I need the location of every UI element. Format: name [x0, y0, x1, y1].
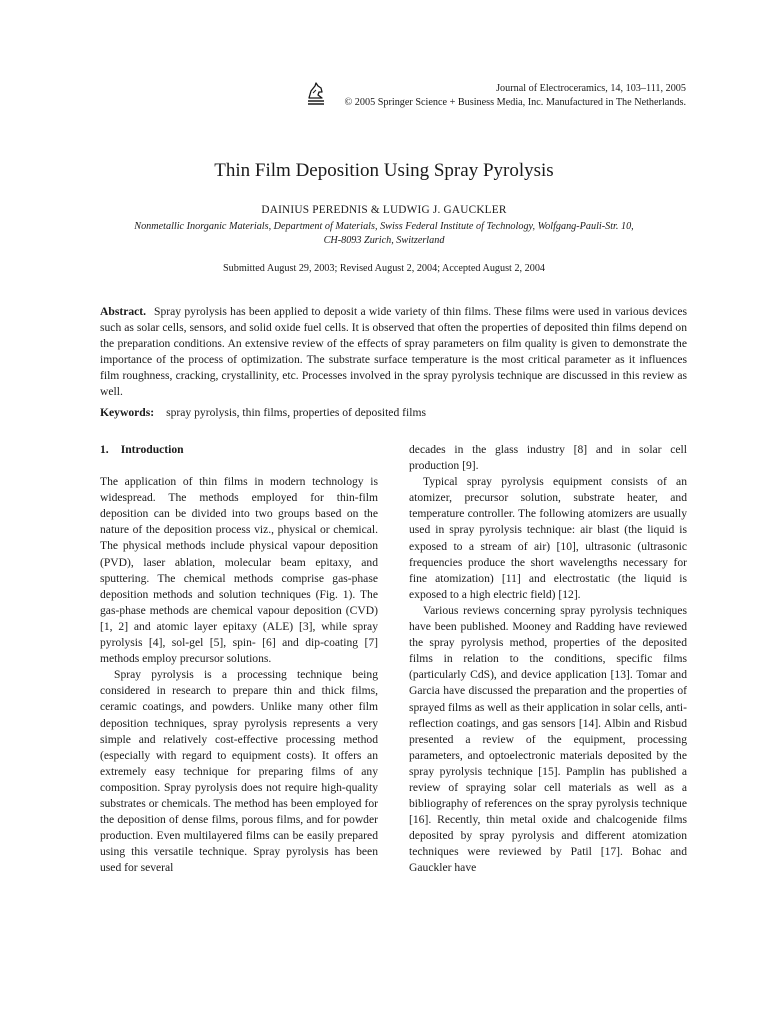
section-heading — [100, 442, 378, 458]
copyright-line: © 2005 Springer Science + Business Media, Inc. Manufactured in The Netherlands. — [344, 97, 686, 108]
abstract-text: Spray pyrolysis has been applied to deposit a wide variety of thin films. These films were used in various devices such as solar cells, sensors, and solid oxide fuel cells. It is observed that often the properties of deposited thin films depend on the preparation conditions. An extensive review of the effects of spray parameters on film quality is given to demonstrate the importance of the process of optimization. The substrate surface temperature is the most critical parameter as it influences film roughness, cracking, crystallinity, etc. Processes involved in the spray pyrolysis technique are discussed in this review as well. — [100, 305, 687, 398]
affiliation — [110, 220, 658, 248]
section-title: Introduction — [120, 443, 184, 456]
abstract-label: Abstract. — [100, 305, 147, 318]
section-number: 1. — [100, 443, 109, 456]
springer-horse-icon — [305, 82, 327, 106]
journal-citation: Journal of Electroceramics, 14, 103–111, 2005 — [496, 83, 686, 94]
body-paragraph: Various reviews concerning spray pyrolysis techniques have been published. Mooney and Radding have reviewed the spray pyrolysis method, properties of the deposited films in relation to the conditions, specific films (particularly CdS), and device application [13]. Tomar and Garcia have discussed the preparation and the properties of sprayed films as well as their application in solar cells, anti-reflection coatings, and gas sensors [14]. Albin and Risbud presented a review of the equipment, processing parameters, and optoelectronic materials deposited by the spray pyrolysis technique [15]. Pamplin has published a review of spraying solar cell materials as well as a bibliography of references on the spray pyrolysis technique [16]. Recently, thin metal oxide and chalcogenide films deposited by spray pyrolysis and different atomization techniques were reviewed by Patil [17]. Bohac and Gauckler have — [409, 603, 687, 875]
keywords-label: Keywords: — [100, 406, 155, 419]
body-paragraph: Typical spray pyrolysis equipment consists of an atomizer, precursor solution, substrate heater, and temperature controller. The following atomizers are usually used in spray pyrolysis technique: air blast (the liquid is exposed to a stream of air) [10], ultrasonic (ultrasonic frequencies produce the short wavelengths necessary for fine atomization) [11] and electrostatic (the liquid is exposed to a high electric field) [12]. — [409, 475, 687, 601]
body-paragraph: decades in the glass industry [8] and in solar cell production [9]. — [409, 443, 687, 473]
keywords — [100, 405, 687, 421]
abstract — [100, 304, 687, 399]
paper-title: Thin Film Deposition Using Spray Pyrolysis — [214, 160, 554, 181]
journal-header — [345, 82, 686, 110]
keywords-text: spray pyrolysis, thin films, properties of deposited films — [166, 406, 426, 419]
body-paragraph: Spray pyrolysis is a processing technique being considered in research to prepare thin and thick films, ceramic coatings, and powders. Unlike many other film deposition techniques, spray pyrolysis represents a very simple and relatively cost-effective processing method (especially with regard to equipment costs). It offers an extremely easy technique for preparing films of any composition. Spray pyrolysis does not require high-quality substrates or chemicals. The method has been employed for the deposition of dense films, porous films, and for powder production. Even multilayered films can be easily prepared using this versatile technique. Spray pyrolysis has been used for several — [100, 668, 378, 875]
submission-dates: Submitted August 29, 2003; Revised August 2, 2004; Accepted August 2, 2004 — [222, 263, 546, 274]
author-list: DAINIUS PEREDNIS & LUDWIG J. GAUCKLER — [261, 204, 507, 216]
body-paragraph: The application of thin films in modern technology is widespread. The methods employed for thin-film deposition can be divided into two groups based on the nature of the deposition process viz., physical or chemical. The physical methods include physical vapour deposition (PVD), laser ablation, molecular beam epitaxy, and sputtering. The chemical methods comprise gas-phase deposition methods and solution techniques (Fig. 1). The gas-phase methods are chemical vapour deposition (CVD) [1, 2] and atomic layer epitaxy (ALE) [3], while spray pyrolysis [4], sol-gel [5], spin- [6] and dip-coating [7] methods employ precursor solutions. — [100, 475, 378, 666]
right-column — [409, 442, 687, 877]
left-column — [100, 442, 378, 876]
affiliation-line-1: Nonmetallic Inorganic Materials, Department of Materials, Swiss Federal Institute of Technology, Wolfgang-Pauli-Str. 10, — [134, 221, 634, 232]
affiliation-line-2: CH-8093 Zurich, Switzerland — [323, 235, 445, 246]
